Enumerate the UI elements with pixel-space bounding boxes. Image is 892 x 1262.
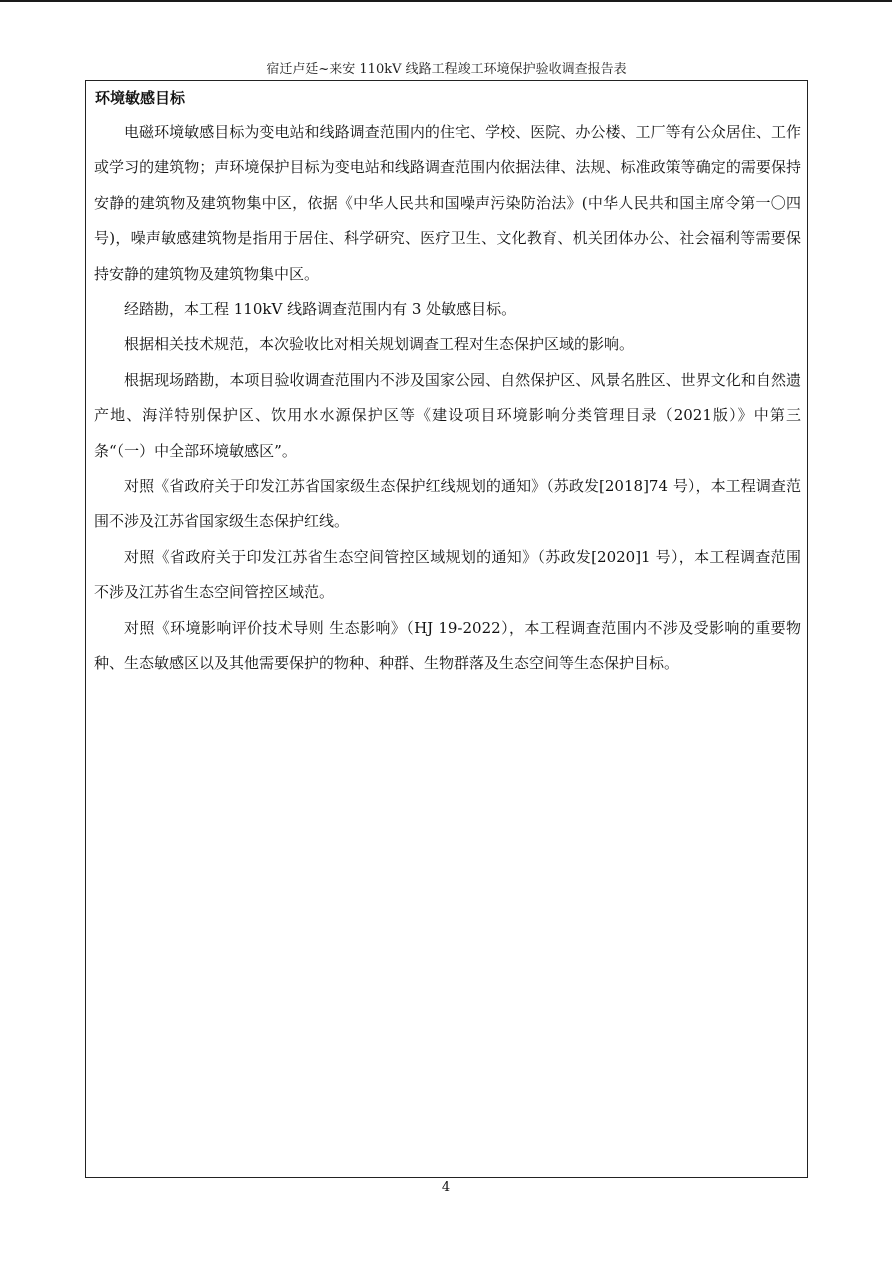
report-header: 宿迁卢廷~来安 110kV 线路工程竣工环境保护验收调查报告表 <box>266 62 627 77</box>
paragraph-ecological-space: 对照《省政府关于印发江苏省生态空间管控区域规划的通知》（苏政发[2020]1 号），本工程调查范围不涉及江苏省生态空间管控区域范。 <box>94 547 801 602</box>
paragraph-eia-guideline: 对照《环境影响评价技术导则 生态影响》（HJ 19-2022），本工程调查范围内不涉及受影响的重要物种、生态敏感区以及其他需要保护的物种、种群、生物群落及生态空间等生态保护目标。 <box>94 618 801 673</box>
paragraph-national-red-line: 对照《省政府关于印发江苏省国家级生态保护红线规划的通知》（苏政发[2018]74 号），本工程调查范围不涉及江苏省国家级生态保护红线。 <box>94 477 801 531</box>
section-title: 环境敏感目标 <box>95 89 186 107</box>
section-body <box>94 115 801 682</box>
paragraph-site-survey: 根据现场踏勘，本项目验收调查范围内不涉及国家公园、自然保护区、风景名胜区、世界文化和自然遗产地、海洋特别保护区、饮用水水源保护区等《建设项目环境影响分类管理目录（2021版）》中第三条“（一）中全部环境敏感区”。 <box>94 370 801 460</box>
top-border-line <box>0 0 892 2</box>
paragraph-technical-spec: 根据相关技术规范，本次验收比对相关规划调查工程对生态保护区域的影响。 <box>124 335 635 354</box>
page-number: 4 <box>441 1180 451 1195</box>
paragraph-sensitive-targets-definition: 电磁环境敏感目标为变电站和线路调查范围内的住宅、学校、医院、办公楼、工厂等有公众居住、工作或学习的建筑物；声环境保护目标为变电站和线路调查范围内依据法律、法规、标准政策等确定的需要保持安静的建筑物及建筑物集中区，依据《中华人民共和国噪声污染防治法》(中华人民共和国主席令第一〇四号)，噪声敏感建筑物是指用于居住、科学研究、医疗卫生、文化教育、机关团体办公、社会福利等需要保持安静的建筑物及建筑物集中区。 <box>94 123 801 283</box>
paragraph-survey-result: 经踏勘，本工程 110kV 线路调查范围内有 3 处敏感目标。 <box>124 300 517 319</box>
content-frame <box>85 80 808 1178</box>
